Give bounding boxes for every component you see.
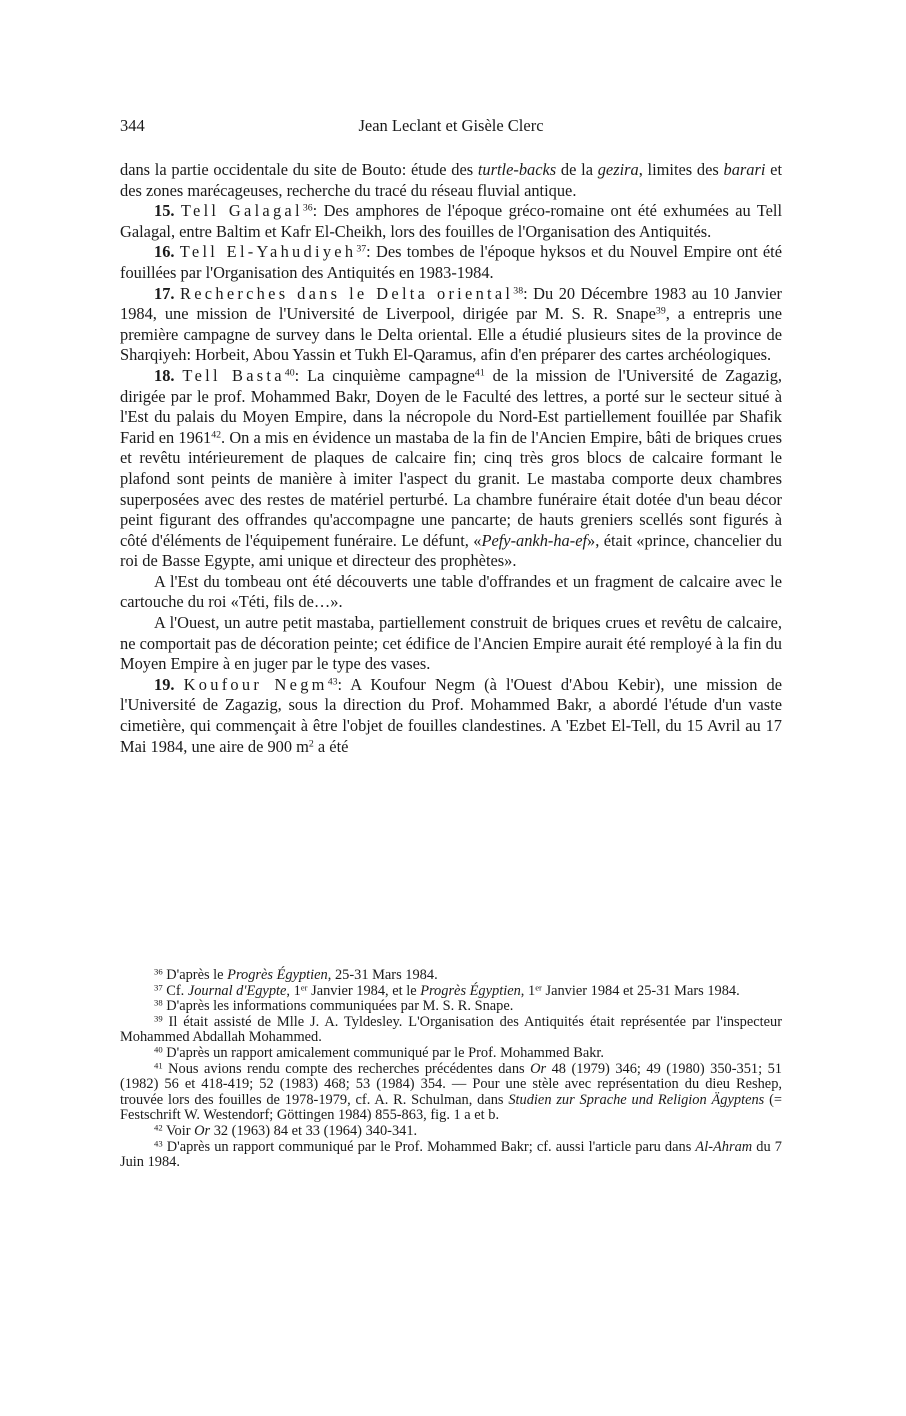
running-head: Jean Leclant et Gisèle Clerc	[358, 116, 544, 135]
footnote	[120, 968, 782, 984]
italic-run: Progrès Égyptien	[420, 982, 521, 999]
footnote	[120, 981, 782, 1000]
paragraph	[120, 572, 782, 613]
text-run: , 1	[286, 982, 301, 999]
text-run: Janvier 1984, et le	[307, 982, 421, 999]
text-run: a été	[313, 736, 349, 756]
text-run: Cf.	[162, 982, 188, 999]
footnotes	[120, 968, 782, 1171]
text-run: D'après les informations communiquées par M. S. R. Snape.	[162, 998, 514, 1015]
numbered-section	[120, 284, 782, 366]
text-run: : A Koufour Negm (à l'Ouest d'Abou Kebir), une mission de l'Université de Zagazig, sous la direction du Prof. Mohammed Bakr, a abordé l'étude d'un vaste cimetière, qui commençait à être l'objet de fouilles clandestines. A 'Ezbet El-Tell, du 15 Avril au 17 Mai 1984, une aire de 900 m	[120, 674, 782, 756]
numbered-section	[120, 242, 782, 283]
footnote-number: 38	[154, 997, 163, 1008]
footnote-number: 39	[154, 1013, 163, 1024]
footnote	[120, 999, 782, 1015]
note-ref: 36	[302, 202, 313, 214]
text-run: (= Festschrift W. Westendorf; Göttingen 1984) 855-863, fig. 1 a et b.	[120, 1091, 782, 1124]
italic-run: gezira	[597, 160, 639, 179]
body-text	[120, 160, 782, 757]
text-run: dans la partie occidentale du site de Bouto: étude des	[120, 160, 478, 179]
note-ref: er	[535, 981, 542, 992]
section-number: 15.	[154, 201, 175, 221]
footnote-number: 40	[154, 1044, 163, 1055]
numbered-section	[120, 675, 782, 757]
note-ref: 39	[655, 305, 666, 317]
text-run: Voir	[162, 1122, 195, 1139]
note-ref: 41	[474, 367, 485, 379]
text-run: D'après un rapport amicalement communiqué par le Prof. Mohammed Bakr.	[162, 1044, 605, 1061]
page-number: 344	[120, 116, 145, 135]
text-run: , 25-31 Mars 1984.	[327, 967, 438, 983]
section-number: 18.	[154, 365, 175, 385]
text-run: D'après un rapport communiqué par le Prof. Mohammed Bakr; cf. aussi l'article paru dans	[162, 1138, 696, 1155]
text-run: , a entrepris une première campagne de survey dans le Delta oriental. Elle a étudié plusieurs sites de la province de Sharqiyeh: Horbeit, Abou Yassin et Tukh El-Qaramus, afin d'en préparer des cartes archéologiques.	[120, 304, 782, 365]
note-ref: 38	[513, 285, 524, 297]
text-run: : La cinquième campagne	[294, 365, 475, 385]
note-ref: er	[300, 981, 308, 992]
footnote-number: 37	[154, 981, 163, 992]
text-run: de la mission de l'Université de Zagazig, dirigée par le prof. Mohammed Bakr, Doyen de le Faculté des lettres, a porté sur le secteur situé à l'Est du palais du Moyen Empire, dans la nécropole du Nord-Est partiellement fouillée par Shafik Farid en 1961	[120, 365, 783, 447]
footnote	[120, 1059, 782, 1124]
text-run: Nous avions rendu compte des recherches précédentes dans	[162, 1060, 531, 1077]
note-ref: 40	[284, 367, 295, 379]
text-run: A l'Ouest, un autre petit mastaba, partiellement construit de briques crues et revêtu de calcaire, ne comportait pas de décoration peinte; cet édifice de l'Ancien Empire aurait été remployé à la fin du Moyen Empire à en juger par le type des vases.	[120, 613, 782, 674]
footnote-number: 41	[154, 1059, 163, 1070]
text-run: . On a mis en évidence un mastaba de la fin de l'Ancien Empire, bâti de briques crues et revêtu intérieurement de plaques de calcaire fin; cinq très gros blocs de calcaire formant le plafond sont peints de manière à imiter l'aspect du granit. Le mastaba comporte deux chambres superposées avec des restes de matériel perturbé. La chambre funéraire était dotée d'un beau décor peint figurant des offrandes qu'accompagne une pancarte; de hauts greniers scellés sont figurés à côté d'éléments de l'équipement funéraire. Le défunt, «	[120, 427, 783, 550]
note-ref: 2	[308, 738, 314, 750]
note-ref: 37	[356, 243, 367, 255]
italic-run: Or	[530, 1060, 547, 1077]
section-number: 19.	[154, 674, 175, 694]
section-number: 17.	[154, 283, 175, 303]
italic-run: Or	[194, 1122, 211, 1139]
text-run: 48 (1979) 346; 49 (1980) 350-351; 51 (1982) 56 et 418-419; 52 (1983) 468; 53 (1984) 354. — Pour une stèle avec représentation du dieu Reshep, trouvée lors des fouilles de 1978-1979, cf. A. R. Schulman, dans	[120, 1060, 782, 1108]
footnote	[120, 1124, 782, 1140]
text-run: Janvier 1984 et 25-31 Mars 1984.	[541, 982, 740, 999]
note-ref: 42	[211, 429, 222, 441]
footnote-number: 36	[154, 966, 163, 977]
footnote	[120, 1046, 782, 1062]
footnote	[120, 1015, 782, 1046]
text-run: 32 (1963) 84 et 33 (1964) 340-341.	[210, 1122, 418, 1139]
section-heading: Koufour Negm	[183, 674, 328, 694]
footnote-number: 42	[154, 1122, 163, 1133]
section-heading: Tell El-Yahudiyeh	[179, 242, 357, 262]
section-heading: Tell Basta	[182, 365, 285, 385]
text-run: Il était assisté de Mlle J. A. Tyldesley. L'Organisation des Antiquités était représentée par l'inspecteur Mohammed Abdallah Mohammed.	[120, 1013, 782, 1046]
section-number: 16.	[154, 242, 175, 262]
text-run: », était «prince, chancelier du roi de Basse Egypte, ami unique et directeur des prophètes».	[120, 530, 782, 571]
numbered-section	[120, 366, 782, 572]
text-run: , 1	[520, 982, 536, 999]
numbered-section	[120, 201, 782, 242]
text-run: et des zones marécageuses, recherche du tracé du réseau fluvial antique.	[120, 160, 782, 200]
footnote	[120, 1137, 782, 1171]
italic-run: Studien zur Sprache und Religion Ägyptens	[508, 1091, 765, 1108]
text-run	[175, 675, 184, 694]
text-run: : Du 20 Décembre 1983 au 10 Janvier 1984, une mission de l'Université de Liverpool, dirigée par M. S. R. Snape	[120, 283, 782, 324]
italic-run: Pefy-ankh-ha-ef	[481, 530, 588, 550]
page-header	[120, 116, 782, 138]
paragraph	[120, 613, 782, 675]
section-heading: Tell Galagal	[180, 201, 303, 221]
italic-run: Progrès Égyptien	[227, 967, 328, 983]
note-ref: 43	[327, 676, 338, 688]
text-run: du 7 Juin 1984.	[120, 1138, 782, 1171]
text-run: D'après le	[162, 967, 228, 983]
text-run: de la	[556, 160, 598, 179]
text-run: , limites des	[638, 160, 724, 179]
paragraph	[120, 160, 782, 201]
italic-run: Al-Ahram	[695, 1138, 753, 1155]
italic-run: turtle-backs	[477, 160, 557, 179]
italic-run: Journal d'Egypte	[187, 982, 287, 999]
italic-run: barari	[723, 160, 766, 179]
text-run: A l'Est du tombeau ont été découverts une table d'offrandes et un fragment de calcaire avec le cartouche du roi «Téti, fils de…».	[120, 571, 782, 612]
footnote-number: 43	[154, 1137, 163, 1148]
text-run: : Des tombes de l'époque hyksos et du Nouvel Empire ont été fouillées par l'Organisation des Antiquités en 1983-1984.	[120, 242, 782, 282]
section-heading: Recherches dans le Delta oriental	[180, 283, 514, 303]
text-run: : Des amphores de l'époque gréco-romaine ont été exhumées au Tell Galagal, entre Baltim et Kafr El-Cheikh, lors des fouilles de l'Organisation des Antiquités.	[120, 201, 782, 241]
